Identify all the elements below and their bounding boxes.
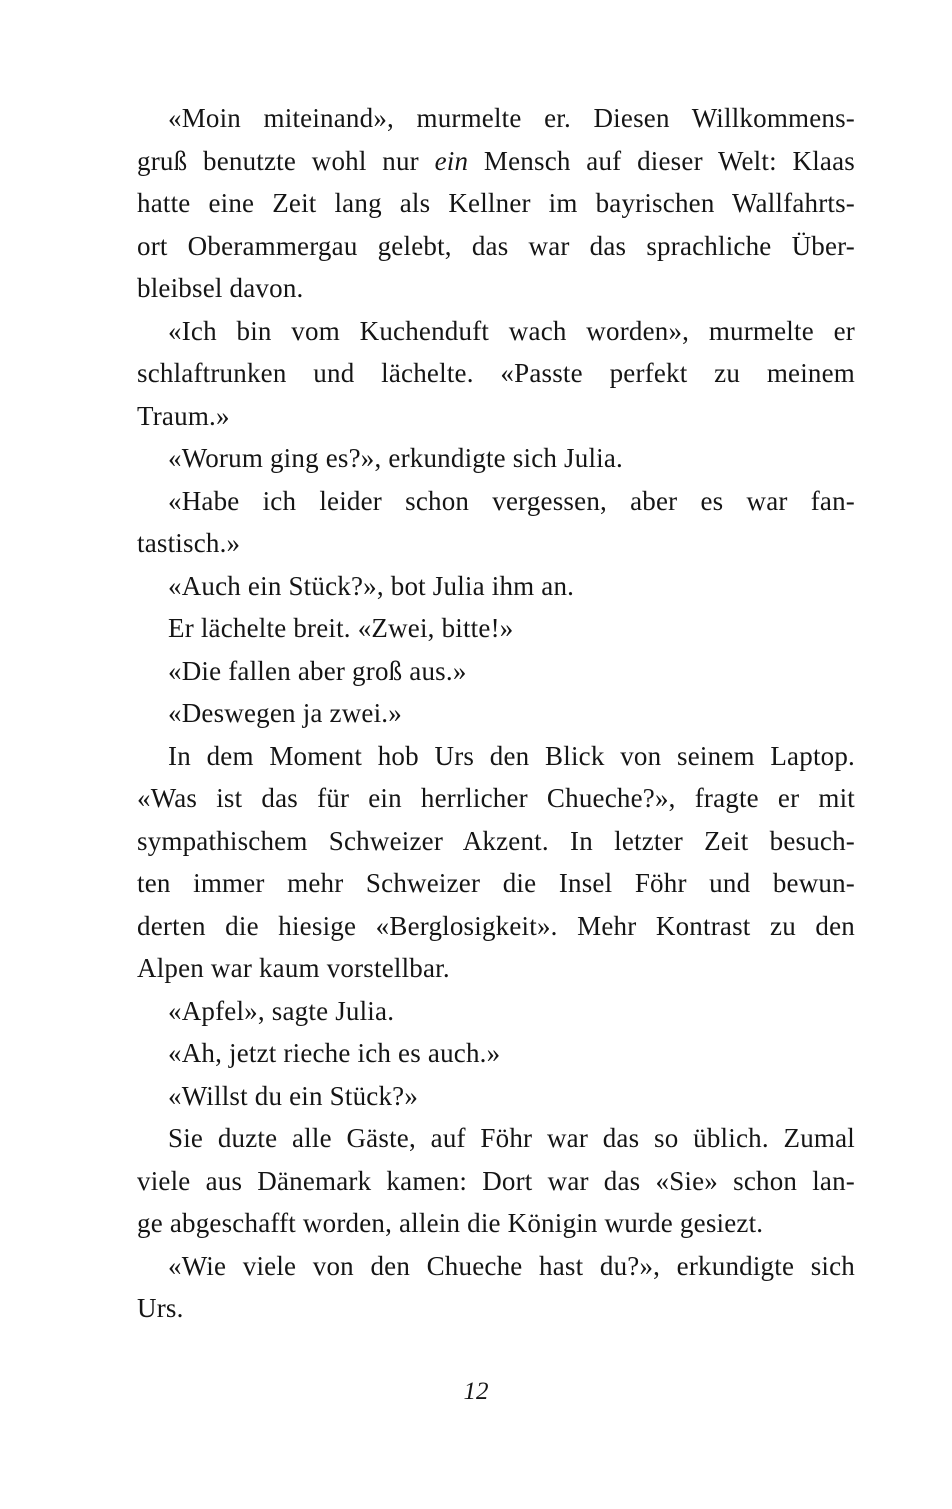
text-line: gruß benutzte wohl nur ein Mensch auf dieser Welt: Klaas: [137, 145, 855, 176]
text-line: Alpen war kaum vorstellbar.: [137, 953, 450, 983]
text-line: «Willst du ein Stück?»: [168, 1080, 419, 1111]
text-line: «Moin miteinand», murmelte er. Diesen Willkommens-: [168, 103, 855, 133]
text-line: «Auch ein Stück?», bot Julia ihm an.: [168, 570, 575, 601]
page-number: 12: [463, 1378, 489, 1405]
text-line: In dem Moment hob Urs den Blick von seinem Laptop.: [168, 740, 855, 771]
paragraph: [137, 607, 855, 650]
text-line: Urs.: [137, 1293, 184, 1323]
paragraph: [137, 692, 855, 735]
paragraph: [137, 1032, 855, 1075]
text-line: schlaftrunken und lächelte. «Passte perfekt zu meinem: [137, 358, 855, 388]
text-line: derten die hiesige «Berglosigkeit». Mehr Kontrast zu den: [137, 910, 855, 941]
paragraph: [137, 480, 855, 565]
text-line: «Habe ich leider schon vergessen, aber es war fan-: [168, 485, 855, 516]
text-line: ort Oberammergau gelebt, das war das sprachliche Über-: [137, 230, 855, 261]
text-line: Traum.»: [137, 400, 230, 431]
text-line: Sie duzte alle Gäste, auf Föhr war das so üblich. Zumal: [168, 1123, 855, 1153]
italic-text: ein: [434, 145, 469, 176]
text-line: «Wie viele von den Chueche hast du?», erkundigte sich: [168, 1250, 855, 1281]
text-line: ten immer mehr Schweizer die Insel Föhr und bewun-: [137, 868, 855, 898]
paragraph: [137, 1117, 855, 1245]
text-line: viele aus Dänemark kamen: Dort war das «Sie» schon lan-: [137, 1165, 855, 1196]
paragraph: [137, 1245, 855, 1330]
text-line: bleibsel davon.: [137, 273, 304, 303]
text-line: sympathischem Schweizer Akzent. In letzter Zeit besuch-: [137, 825, 855, 856]
text-line: hatte eine Zeit lang als Kellner im bayrischen Wallfahrts-: [137, 188, 855, 218]
text-line: «Deswegen ja zwei.»: [168, 698, 402, 728]
paragraph: [137, 310, 855, 438]
paragraph: [137, 437, 855, 480]
text-line: «Ich bin vom Kuchenduft wach worden», murmelte er: [168, 315, 855, 346]
text-line: «Was ist das für ein herrlicher Chueche?», fragte er mit: [137, 783, 855, 813]
paragraph: [137, 650, 855, 693]
text-line: «Apfel», sagte Julia.: [168, 995, 395, 1026]
text-block: [137, 97, 855, 1330]
paragraph: [137, 735, 855, 990]
text-line: ge abgeschafft worden, allein die Königin wurde gesiezt.: [137, 1208, 764, 1238]
text-line: Er lächelte breit. «Zwei, bitte!»: [168, 613, 514, 643]
paragraph: [137, 990, 855, 1033]
paragraph: [137, 97, 855, 310]
paragraph: [137, 565, 855, 608]
text-line: «Worum ging es?», erkundigte sich Julia.: [168, 443, 623, 473]
paragraph: [137, 1075, 855, 1118]
text-line: tastisch.»: [137, 528, 241, 558]
text-line: «Ah, jetzt rieche ich es auch.»: [168, 1038, 501, 1068]
text-line: «Die fallen aber groß aus.»: [168, 655, 467, 686]
